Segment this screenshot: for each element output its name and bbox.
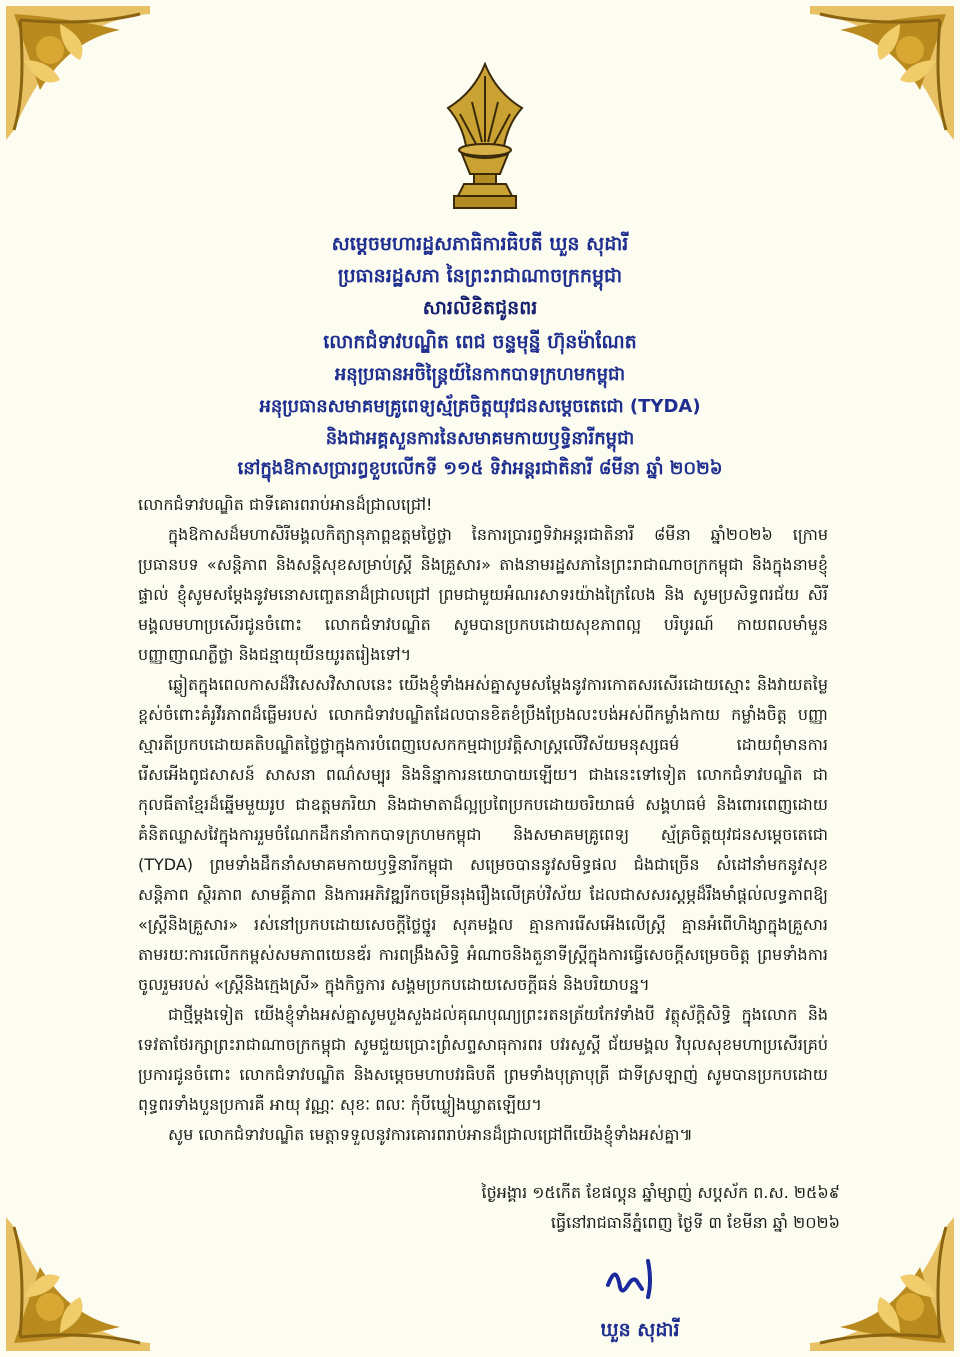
letter-subject: សារលិខិតជូនពរ [422, 297, 538, 319]
recipient-role-2: អនុប្រធានសមាគមគ្រូពេទ្យស្ម័គ្រចិត្តយុវជនសម្តេចតេជោ (TYDA) [259, 396, 701, 417]
paragraph-3: ជាថ្មីម្តងទៀត យើងខ្ញុំទាំងអស់គ្នាសូមបួងសួងដល់គុណបុណ្យព្រះរតនត្រ័យកែវទាំងបី វត្ថុស័ក្តិសិទ្ធិ ក្នុងលោក និងទេវតាថែរក្សាព្រះរាជាណាចក្រកម្ពុជា សូមជួយប្រោះព្រំសព្ទសាធុការពរ បវរសួស្តី ជ័យមង្គល វិបុលសុខមហាប្រសើរគ្រប់ប្រការជូនចំពោះ លោកជំទាវបណ្ឌិត និងសម្តេចមហាបវរធិបតី ព្រមទាំងបុត្រាបុត្រី ជាទីស្រឡាញ់ សូមបានប្រកបដោយពុទ្ធពរទាំងបួនប្រការគឺ អាយុ វណ្ណៈ សុខៈ ពលៈ កុំបីឃ្លៀងឃ្លាតឡើយ។ [138, 1005, 828, 1114]
lunar-date: ថ្ងៃអង្គារ ១៥កើត ខែផល្គុន ឆ្នាំម្សាញ់ សប្តស័ក ព.ស. ២៥៦៩ [481, 1183, 840, 1202]
corner-ornament-top-left [0, 0, 170, 150]
recipient-role-3: និងជាអគ្គសួនការនៃសមាគមកាយឫទ្ធិនារីកម្ពុជា [325, 428, 635, 449]
handwritten-signature [598, 1255, 678, 1300]
sender-title: សម្តេចមហារដ្ឋសភាធិការធិបតី ឃួន សុដារី [331, 233, 629, 255]
recipient-name: លោកជំទាវបណ្ឌិត ពេជ ចន្ទមុន្នី ហ៊ុនម៉ាណែត [323, 331, 637, 353]
salutation: លោកជំទាវបណ្ឌិត ជាទីគោរពរាប់អានដ៏ជ្រាលជ្រៅ! [138, 495, 433, 514]
occasion-line: នៅក្នុងឱកាសប្រារព្ធខួបលើកទី ១១៥ ទិវាអន្តរជាតិនារី ៨មីនា ឆ្នាំ ២០២៦ [237, 458, 723, 479]
letter-body [138, 490, 828, 1150]
national-assembly-emblem [438, 62, 532, 214]
recipient-role-1: អនុប្រធានអចិន្ត្រៃយ៍នៃកាកបាទក្រហមកម្ពុជា [334, 364, 626, 385]
paragraph-1: ក្នុងឱកាសដ៏មហាសិរីមង្គលកិត្យានុភាព្ពឧត្តមថ្ងៃថ្លា នៃការប្រារព្ធទិវាអន្តរជាតិនារី ៨មីនា ឆ្នាំ២០២៦ ក្រោមប្រធានបទ «សន្តិភាព និងសន្តិសុខសម្រាប់ស្ត្រី និងគ្រួសារ» តាងនាមរដ្ឋសភានៃព្រះរាជាណាចក្រកម្ពុជា និងក្នុងនាមខ្ញុំផ្ទាល់ ខ្ញុំសូមសម្តែងនូវមនោសញ្ចេតនាដ៏ជ្រាលជ្រៅ ព្រមជាមួយអំណរសាទរយ៉ាងក្រៃលែង និង សូមប្រសិទ្ធពរជ័យ សិរីមង្គលមហាប្រសើរជូនចំពោះ លោកជំទាវបណ្ឌិត សូមបានប្រកបដោយសុខភាពល្អ បរិបូរណ៍ កាយពលមាំមួន បញ្ញាញាណភ្លឺថ្លា និងជន្មាយុយឺនយូរតរៀងទៅ។ [138, 525, 828, 664]
sender-position: ប្រធានរដ្ឋសភា នៃព្រះរាជាណាចក្រកម្ពុជា [337, 265, 623, 287]
corner-ornament-bottom-left [0, 1207, 170, 1357]
signer-name: ឃួន សុដារី [600, 1319, 680, 1341]
paragraph-2: ឆ្លៀតក្នុងពេលកាសដ៏វិសេសវិសាលនេះ យើងខ្ញុំទាំងអស់គ្នាសូមសម្តែងនូវការកោតសរសើរដោយស្មោះ និងវាយតម្លៃខ្ពស់ចំពោះគំរូវីរភាពដ៏ធ្លើមរបស់ លោកជំទាវបណ្ឌិតដែលបានខិតខំប្រឹងប្រែងលះបង់អស់ពីកម្លាំងកាយ កម្លាំងចិត្ត បញ្ញាស្មារតីប្រកបដោយគតិបណ្ឌិតថ្លៃថ្លាក្នុងការបំពេញបេសកកម្មជាប្រវត្តិសាស្ត្រលើវិស័យមនុស្សធម៌ ដោយពុំមានការរើសអើងពូជសាសន៍ សាសនា ពណ៌សម្បុរ និងនិន្នាការនយោបាយឡើយ។ ជាងនេះទៅទៀត លោកជំទាវបណ្ឌិត ជាកុលធីតាខ្មែរដ៏ឆ្នើមមួយរូប ជាឧត្តមភរិយា និងជាមាតាដ៏ល្អប្រពៃប្រកបដោយចរិយាធម៌ សង្គហធម៌ និងពោរពេញដោយគំនិតឈ្លាសវៃក្នុងការរួមចំណែកដឹកនាំកាកបាទក្រហមកម្ពុជា និងសមាគមគ្រូពេទ្យ ស្ម័គ្រចិត្តយុវជនសម្តេចតេជោ (TYDA) ព្រមទាំងដឹកនាំសមាគមកាយឫទ្ធិនារីកម្ពុជា សម្រេចបាននូវសមិទ្ធផល ជំងជាច្រើន សំដៅនាំមកនូវសុខសន្តិភាព ស្ថិរភាព សាមគ្គីភាព និងការអភិវឌ្ឍរីកចម្រើនរុងរឿងលើគ្រប់វិស័យ ដែលជាសសរស្តម្ភដ៏រឹងមាំផ្តល់លទ្ធភាពឱ្យ «ស្ត្រីនិងគ្រួសារ» រស់នៅប្រកបដោយសេចក្តីថ្លៃថ្នូរ សុភមង្គល គ្មានការរើសអើងលើស្ត្រី គ្មានអំពើហិង្សាក្នុងគ្រួសារ តាមរយៈការលើកកម្ពស់សមភាពយេនឌ័រ ការពង្រឹងសិទ្ធិ អំណាចនិងតួនាទីស្ត្រីក្នុងការធ្វើសេចក្តីសម្រេចចិត្ត ព្រមទាំងការចូលរួមរបស់ «ស្ត្រីនិងក្មេងស្រី» ក្នុងកិច្ចការ សង្គមប្រកបដោយសេចក្តីធន់ និងបរិយាបន្ន។ [138, 675, 828, 994]
closing-line: សូម លោកជំទាវបណ្ឌិត មេត្តាទទួលនូវការគោរពរាប់អានដ៏ជ្រាលជ្រៅពីយើងខ្ញុំទាំងអស់គ្នា៕ [168, 1125, 693, 1144]
solar-date: ធ្វើនៅរាជធានីភ្នំពេញ ថ្ងៃទី ៣ ខែមីនា ឆ្នាំ ២០២៦ [550, 1213, 840, 1232]
corner-ornament-top-right [790, 0, 960, 150]
